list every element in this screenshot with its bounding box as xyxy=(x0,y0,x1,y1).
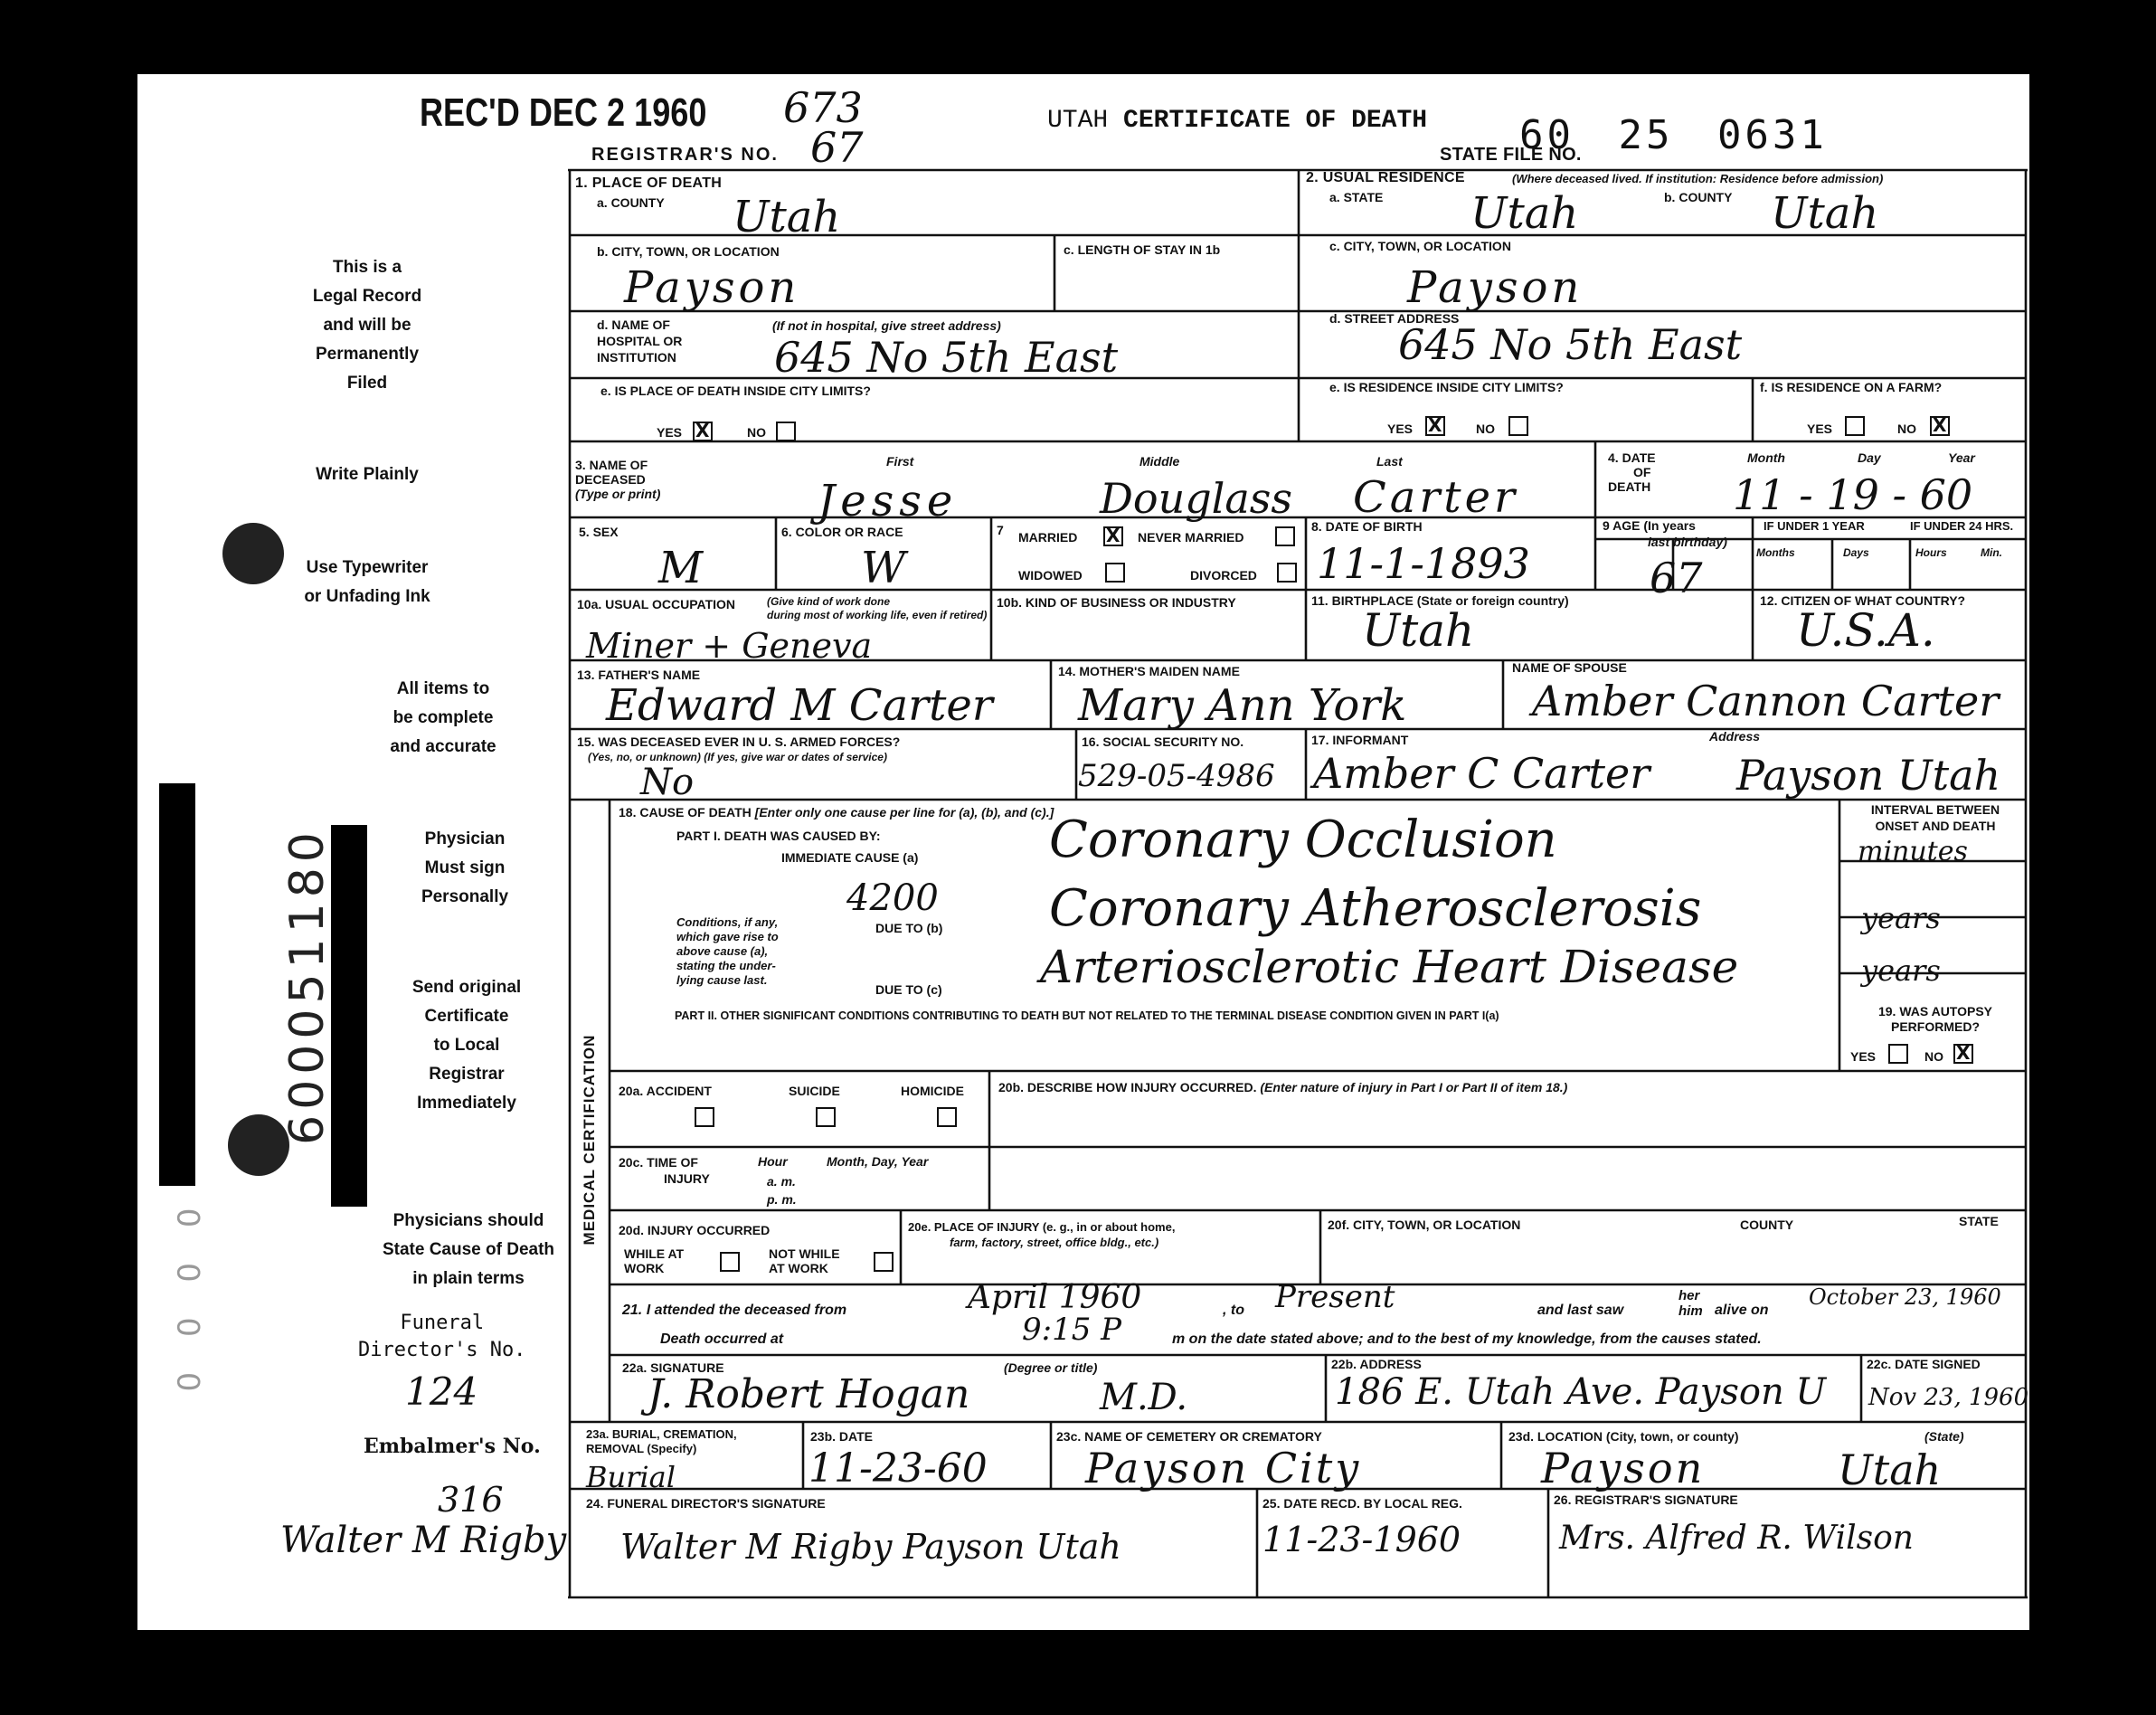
burial-location-state: Utah xyxy=(1838,1445,1942,1494)
name-label-line: (Type or print) xyxy=(575,487,661,501)
label-suicide: SUICIDE xyxy=(789,1084,840,1098)
res-street-value: 645 No 5th East xyxy=(1398,320,1743,369)
send-line: Send original xyxy=(411,978,522,997)
label-her-him xyxy=(1678,1288,1703,1319)
label-occupation-note xyxy=(767,595,987,622)
label-injury-occurred: 20d. INJURY OCCURRED xyxy=(619,1223,771,1237)
describe-injury-note: (Enter nature of injury in Part I or Part II of item 18.) xyxy=(1260,1080,1568,1094)
label-usual-residence: 2. USUAL RESIDENCE xyxy=(1306,170,1465,185)
physician-line: Personally xyxy=(421,887,509,906)
citizen-value: U.S.A. xyxy=(1796,604,1935,657)
occupation-note-line: (Give kind of work done xyxy=(767,595,891,608)
burial-location-city: Payson xyxy=(1541,1444,1706,1492)
label-describe-injury xyxy=(998,1080,1567,1094)
attended-from-value: April 1960 xyxy=(968,1279,1142,1316)
label-death-occurred-statement: m on the date stated above; and to the best of my knowledge, from the causes stated. xyxy=(1172,1331,1762,1347)
birth-date-value: 11-1-1893 xyxy=(1317,539,1530,588)
label-due-to-c: DUE TO (c) xyxy=(875,982,942,997)
label-injury-city: 20f. CITY, TOWN, OR LOCATION xyxy=(1328,1218,1521,1232)
label-burial-location: 23d. LOCATION (City, town, or county) xyxy=(1508,1429,1739,1444)
label-res-state: a. STATE xyxy=(1329,190,1384,204)
informant-address-value: Payson Utah xyxy=(1736,751,2001,800)
age-label-line: 9 AGE (In years xyxy=(1603,518,1696,533)
label-business: 10b. KIND OF BUSINESS OR INDUSTRY xyxy=(997,595,1236,610)
label-year: Year xyxy=(1948,450,1975,465)
label-part-1: PART I. DEATH WAS CAUSED BY: xyxy=(676,829,881,843)
death-city-limits-yes-checkbox[interactable] xyxy=(693,422,713,441)
while-work-line: WHILE AT xyxy=(624,1246,685,1261)
cause-of-death-title: 18. CAUSE OF DEATH xyxy=(619,805,752,820)
legal-line: and will be xyxy=(323,316,411,335)
should-line: in plain terms xyxy=(412,1269,525,1288)
label-time-of-injury xyxy=(619,1154,710,1187)
suicide-checkbox[interactable] xyxy=(816,1107,836,1127)
her-him-line: her xyxy=(1678,1288,1700,1303)
physician-address-value: 186 E. Utah Ave. Payson U xyxy=(1335,1371,1827,1413)
death-city-limits-yes-label: YES xyxy=(657,425,683,440)
while-at-work-checkbox[interactable] xyxy=(720,1252,740,1272)
mother-value: Mary Ann York xyxy=(1078,680,1407,731)
burial-date-value: 11-23-60 xyxy=(808,1445,988,1492)
label-date-signed: 22c. DATE SIGNED xyxy=(1867,1357,1981,1371)
embalmer-signature: Walter M Rigby xyxy=(280,1520,567,1561)
label-date-of-birth: 8. DATE OF BIRTH xyxy=(1311,519,1423,534)
label-am: a. m. xyxy=(767,1174,796,1189)
res-city-value: Payson xyxy=(1407,262,1584,313)
ssn-value: 529-05-4986 xyxy=(1078,758,1275,794)
label-min: Min. xyxy=(1981,546,2002,559)
autopsy-line: PERFORMED? xyxy=(1891,1019,1980,1034)
send-line: Immediately xyxy=(417,1094,516,1113)
not-while-work-line: NOT WHILE xyxy=(769,1246,840,1261)
legal-line: Legal Record xyxy=(312,287,422,306)
hospital-value: 645 No 5th East xyxy=(774,333,1119,382)
label-attended-to: , to xyxy=(1223,1303,1244,1318)
conditions-line: stating the under- xyxy=(676,959,776,972)
label-last-saw: and last saw xyxy=(1537,1303,1624,1318)
label-death-city: b. CITY, TOWN, OR LOCATION xyxy=(597,244,780,259)
label-informant: 17. INFORMANT xyxy=(1311,733,1409,747)
label-under-1-year: IF UNDER 1 YEAR xyxy=(1764,519,1865,533)
label-place-of-injury xyxy=(908,1219,1175,1250)
label-date-of-death xyxy=(1608,450,1656,494)
res-city-limits-yes-checkbox[interactable] xyxy=(1425,416,1445,436)
legal-line: This is a xyxy=(332,258,402,277)
label-days: Days xyxy=(1843,546,1869,559)
should-line: Physicians should xyxy=(392,1211,544,1230)
res-city-limits-yes-label: YES xyxy=(1387,422,1414,436)
date-recd-value: 11-23-1960 xyxy=(1262,1520,1461,1559)
first-name-value: Jesse xyxy=(818,476,959,526)
label-part-2: PART II. OTHER SIGNIFICANT CONDITIONS CONTRIBUTING TO DEATH BUT NOT RELATED TO THE TERMINAL DISEASE CONDITION GIVEN IN PART I(a) xyxy=(675,1009,1499,1022)
dod-label-line: OF xyxy=(1633,465,1651,479)
label-father: 13. FATHER'S NAME xyxy=(577,668,701,682)
label-never-married: NEVER MARRIED xyxy=(1138,530,1244,545)
label-item-7: 7 xyxy=(997,523,1004,537)
label-address: Address xyxy=(1709,729,1761,744)
label-place-of-death: 1. PLACE OF DEATH xyxy=(575,175,723,191)
divorced-checkbox[interactable] xyxy=(1277,563,1297,583)
label-hour: Hour xyxy=(758,1154,788,1169)
burial-label-line: 23a. BURIAL, CREMATION, xyxy=(586,1427,737,1441)
label-res-city: c. CITY, TOWN, OR LOCATION xyxy=(1329,239,1511,253)
label-armed-forces: 15. WAS DECEASED EVER IN U. S. ARMED FORCES? xyxy=(577,734,901,749)
label-first: First xyxy=(886,454,914,469)
label-due-to-b: DUE TO (b) xyxy=(875,921,943,935)
label-physician-address: 22b. ADDRESS xyxy=(1331,1357,1422,1371)
funeral-line: Funeral xyxy=(400,1312,485,1334)
describe-injury-title: 20b. DESCRIBE HOW INJURY OCCURRED. xyxy=(998,1080,1257,1094)
cause-c-value: Arteriosclerotic Heart Disease xyxy=(1040,941,1739,993)
place-of-injury-line: farm, factory, street, office bldg., etc.) xyxy=(950,1236,1159,1249)
not-while-at-work-checkbox[interactable] xyxy=(874,1252,894,1272)
burial-value: Burial xyxy=(586,1460,676,1494)
label-accident: 20a. ACCIDENT xyxy=(619,1084,712,1098)
label-conditions xyxy=(676,915,779,988)
label-months: Months xyxy=(1756,546,1795,559)
label-spouse: NAME OF SPOUSE xyxy=(1512,660,1627,675)
death-city-limits-no-label: NO xyxy=(747,425,766,440)
should-line: State Cause of Death xyxy=(382,1240,555,1259)
label-state-paren: (State) xyxy=(1924,1429,1964,1444)
label-registrar-signature: 26. REGISTRAR'S SIGNATURE xyxy=(1554,1492,1738,1507)
death-time-value: 9:15 P xyxy=(1022,1312,1122,1348)
cause-of-death-note: [Enter only one cause per line for (a), (b), and (c).] xyxy=(754,805,1054,820)
physician-signature: J. Robert Hogan xyxy=(648,1371,970,1417)
label-interval xyxy=(1845,801,2026,834)
occupation-note-line: during most of working life, even if retired) xyxy=(767,609,988,621)
occupation-value: Miner + Geneva xyxy=(586,626,873,666)
physician-degree: M.D. xyxy=(1100,1377,1188,1418)
label-mother: 14. MOTHER'S MAIDEN NAME xyxy=(1058,664,1240,678)
state-file-number: 60 25 0631 xyxy=(1519,112,1828,158)
death-county-value: Utah xyxy=(733,192,841,242)
vertical-file-number: 600051180 xyxy=(280,827,335,1145)
name-label-line: DECEASED xyxy=(575,472,646,487)
send-line: to Local xyxy=(433,1036,500,1055)
vertical-faded-digits: 0 0 0 0 xyxy=(172,1195,208,1392)
autopsy-yes-checkbox[interactable] xyxy=(1888,1044,1908,1064)
physician-line: Physician xyxy=(424,829,506,848)
interval-line: ONSET AND DEATH xyxy=(1875,819,1996,833)
label-hours: Hours xyxy=(1915,546,1947,559)
cause-a-value: Coronary Occlusion xyxy=(1049,810,1557,869)
interval-a-value: minutes xyxy=(1858,836,1968,867)
write-plainly-note: Write Plainly xyxy=(316,465,419,484)
label-residence-note: (Where deceased lived. If institution: Residence before admission) xyxy=(1512,172,1884,185)
all-items-line: and accurate xyxy=(390,737,496,756)
all-items-line: be complete xyxy=(392,708,494,727)
hospital-label-line: INSTITUTION xyxy=(597,350,676,365)
last-name-value: Carter xyxy=(1353,472,1518,523)
label-hospital xyxy=(597,317,682,365)
cause-b-value: Coronary Atherosclerosis xyxy=(1049,879,1702,938)
label-attended-from: 21. I attended the deceased from xyxy=(622,1303,847,1318)
burial-label-line: REMOVAL (Specify) xyxy=(586,1442,697,1455)
label-month-day-year: Month, Day, Year xyxy=(827,1154,929,1169)
medical-certification-label: MEDICAL CERTIFICATION xyxy=(581,1034,598,1246)
label-divorced: DIVORCED xyxy=(1190,568,1257,583)
physician-line: Must sign xyxy=(424,858,506,877)
label-death-county: a. COUNTY xyxy=(597,195,665,210)
label-death-city-limits: e. IS PLACE OF DEATH INSIDE CITY LIMITS? xyxy=(600,384,871,398)
label-married: MARRIED xyxy=(1018,530,1078,545)
label-injury-county: COUNTY xyxy=(1740,1218,1794,1232)
label-month: Month xyxy=(1747,450,1785,465)
send-line: Certificate xyxy=(424,1007,509,1026)
res-farm-no-label: NO xyxy=(1897,422,1916,436)
conditions-line: which gave rise to xyxy=(676,930,779,943)
age-value: 67 xyxy=(1650,554,1703,602)
label-race: 6. COLOR OR RACE xyxy=(781,525,903,539)
label-date-recd: 25. DATE RECD. BY LOCAL REG. xyxy=(1262,1496,1462,1511)
res-state-value: Utah xyxy=(1470,188,1579,239)
funeral-line: Director's No. xyxy=(358,1339,526,1361)
state-file-label: STATE FILE NO. xyxy=(1440,145,1582,165)
funeral-director-no: 124 xyxy=(405,1369,478,1414)
label-res-street: d. STREET ADDRESS xyxy=(1329,311,1460,326)
label-age xyxy=(1603,517,1727,550)
label-last: Last xyxy=(1376,454,1403,469)
dod-label-line: 4. DATE xyxy=(1608,450,1656,465)
hospital-label-line: HOSPITAL OR xyxy=(597,334,683,348)
label-injury-state: STATE xyxy=(1959,1214,1999,1228)
label-degree: (Degree or title) xyxy=(1004,1360,1098,1375)
registrar-no: 67 xyxy=(810,123,864,172)
homicide-checkbox[interactable] xyxy=(937,1107,957,1127)
label-funeral-director: 24. FUNERAL DIRECTOR'S SIGNATURE xyxy=(586,1496,826,1511)
married-checkbox[interactable] xyxy=(1103,526,1123,546)
label-alive-on: alive on xyxy=(1715,1303,1769,1318)
death-city-limits-no-checkbox[interactable] xyxy=(776,422,796,441)
label-sex: 5. SEX xyxy=(579,525,619,539)
send-line: Registrar xyxy=(429,1065,505,1084)
label-not-while-at-work xyxy=(769,1246,840,1275)
label-armed-forces-note: (Yes, no, or unknown) (If yes, give war or dates of service) xyxy=(588,751,887,763)
title-prefix: UTAH xyxy=(1047,107,1109,135)
spouse-value: Amber Cannon Carter xyxy=(1532,677,2000,725)
label-middle: Middle xyxy=(1139,454,1180,469)
dod-label-line: DEATH xyxy=(1608,479,1651,494)
label-signature: 22a. SIGNATURE xyxy=(622,1360,724,1375)
hospital-label-line: d. NAME OF xyxy=(597,317,670,332)
conditions-line: lying cause last. xyxy=(676,973,768,987)
label-while-at-work xyxy=(624,1246,684,1275)
res-city-limits-no-checkbox[interactable] xyxy=(1508,416,1528,436)
autopsy-no-label: NO xyxy=(1924,1049,1943,1064)
conditions-line: above cause (a), xyxy=(676,944,769,958)
label-homicide: HOMICIDE xyxy=(901,1084,964,1098)
time-of-injury-line: 20c. TIME OF xyxy=(619,1155,698,1170)
label-hospital-note: (If not in hospital, give street address) xyxy=(772,318,1001,333)
autopsy-line: 19. WAS AUTOPSY xyxy=(1877,1004,1993,1019)
label-ssn: 16. SOCIAL SECURITY NO. xyxy=(1082,734,1244,749)
father-value: Edward M Carter xyxy=(606,680,993,731)
legal-line: Filed xyxy=(346,374,388,393)
label-burial-date: 23b. DATE xyxy=(810,1429,873,1444)
cemetery-value: Payson City xyxy=(1085,1444,1362,1492)
label-length-of-stay: c. LENGTH OF STAY IN 1b xyxy=(1064,242,1221,257)
funeral-director-signature: Walter M Rigby Payson Utah xyxy=(620,1527,1121,1567)
date-signed-value: Nov 23, 1960 xyxy=(1868,1384,2029,1411)
label-death-occurred: Death occurred at xyxy=(660,1331,784,1347)
res-city-limits-no-label: NO xyxy=(1476,422,1495,436)
attended-to-value: Present xyxy=(1275,1279,1395,1315)
res-farm-yes-label: YES xyxy=(1807,422,1833,436)
interval-b-value: years xyxy=(1861,901,1941,935)
last-saw-date-value: October 23, 1960 xyxy=(1809,1284,2001,1310)
label-widowed: WIDOWED xyxy=(1018,568,1083,583)
res-county-value: Utah xyxy=(1771,188,1879,239)
autopsy-yes-label: YES xyxy=(1850,1049,1877,1064)
name-label-line: 3. NAME OF xyxy=(575,458,648,472)
label-immediate-cause: IMMEDIATE CAUSE (a) xyxy=(781,850,919,865)
label-occupation: 10a. USUAL OCCUPATION xyxy=(577,597,736,611)
death-date-value: 11 - 19 - 60 xyxy=(1733,470,1973,519)
her-him-line: him xyxy=(1678,1303,1703,1319)
label-birthplace: 11. BIRTHPLACE (State or foreign country) xyxy=(1311,593,1569,608)
res-farm-no-checkbox[interactable] xyxy=(1930,416,1950,436)
race-value: W xyxy=(861,543,906,593)
res-farm-yes-checkbox[interactable] xyxy=(1845,416,1865,436)
death-city-value: Payson xyxy=(624,262,800,313)
informant-value: Amber C Carter xyxy=(1313,749,1650,798)
title-main: CERTIFICATE OF DEATH xyxy=(1123,107,1428,135)
accident-checkbox[interactable] xyxy=(695,1107,714,1127)
label-autopsy xyxy=(1845,1004,2026,1035)
label-res-county: b. COUNTY xyxy=(1664,190,1733,204)
label-under-24-hrs: IF UNDER 24 HRS. xyxy=(1910,519,2014,533)
registrar-signature: Mrs. Alfred R. Wilson xyxy=(1559,1520,1914,1557)
embalmer-no: 316 xyxy=(438,1480,504,1520)
label-res-farm: f. IS RESIDENCE ON A FARM? xyxy=(1760,380,1943,394)
label-name-deceased xyxy=(575,458,660,501)
armed-forces-value: No xyxy=(640,762,695,803)
interval-c-value: years xyxy=(1861,953,1941,988)
place-of-injury-line: 20e. PLACE OF INJURY (e. g., in or about home, xyxy=(908,1220,1176,1234)
time-of-injury-line: INJURY xyxy=(664,1171,710,1186)
legal-line: Permanently xyxy=(315,345,420,364)
while-work-line: WORK xyxy=(624,1261,665,1275)
age-label-line: last birthday) xyxy=(1648,535,1727,549)
sex-value: M xyxy=(658,543,704,593)
label-cause-of-death xyxy=(619,805,1054,820)
widowed-checkbox[interactable] xyxy=(1105,563,1125,583)
not-while-work-line: AT WORK xyxy=(769,1261,828,1275)
received-number: 673 xyxy=(783,83,863,132)
never-married-checkbox[interactable] xyxy=(1275,526,1295,546)
cause-code-value: 4200 xyxy=(846,877,939,919)
middle-name-value: Douglass xyxy=(1100,474,1292,523)
autopsy-no-checkbox[interactable] xyxy=(1953,1044,1973,1064)
all-items-line: All items to xyxy=(396,679,490,698)
birthplace-value: Utah xyxy=(1362,604,1475,657)
label-pm: p. m. xyxy=(767,1192,797,1207)
label-res-city-limits: e. IS RESIDENCE INSIDE CITY LIMITS? xyxy=(1329,380,1564,394)
registrar-no-label: REGISTRAR'S NO. xyxy=(591,145,779,165)
interval-line: INTERVAL BETWEEN xyxy=(1870,802,2000,817)
label-cemetery: 23c. NAME OF CEMETERY OR CREMATORY xyxy=(1056,1429,1322,1444)
typewriter-line: or Unfading Ink xyxy=(304,587,430,606)
conditions-line: Conditions, if any, xyxy=(676,915,779,929)
label-citizen: 12. CITIZEN OF WHAT COUNTRY? xyxy=(1760,593,1966,608)
typewriter-line: Use Typewriter xyxy=(306,558,429,577)
label-burial xyxy=(586,1427,737,1456)
received-stamp: REC'D DEC 2 1960 xyxy=(420,90,707,135)
embalmer-label: Embalmer's No. xyxy=(364,1435,541,1458)
label-day: Day xyxy=(1858,450,1881,465)
